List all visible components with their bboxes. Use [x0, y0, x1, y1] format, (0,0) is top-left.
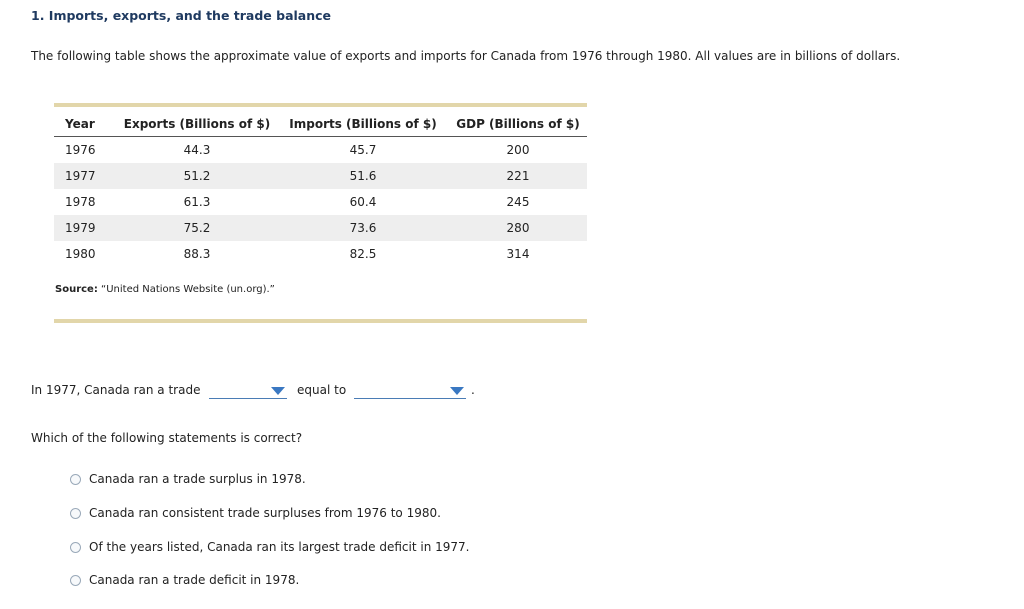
radio-button[interactable]	[70, 474, 81, 485]
table-row	[54, 241, 587, 267]
cell-gdp: 221	[449, 163, 587, 189]
table-source	[55, 284, 275, 295]
table-bottom-rule	[54, 319, 587, 323]
header-gdp: GDP (Billions of $)	[449, 112, 587, 137]
cell-imports: 82.5	[349, 247, 377, 261]
cell-year: 1980	[65, 247, 96, 261]
cell-exports: 61.3	[183, 195, 211, 209]
radio-button[interactable]	[70, 575, 81, 586]
chevron-down-icon	[450, 387, 464, 395]
table-header-row	[54, 112, 587, 137]
table-top-rule	[54, 103, 587, 107]
cell-gdp: 280	[449, 215, 587, 241]
cell-imports: 60.4	[349, 195, 377, 209]
option-label: Canada ran a trade deficit in 1978.	[89, 573, 300, 587]
cell-year: 1979	[54, 215, 117, 241]
cell-exports: 75.2	[117, 215, 277, 241]
header-imports: Imports (Billions of $)	[277, 112, 449, 137]
trade-balance-amount-dropdown[interactable]	[354, 383, 466, 399]
source-label: Source:	[55, 284, 98, 295]
option-label: Of the years listed, Canada ran its largest trade deficit in 1977.	[89, 540, 470, 554]
cell-imports: 45.7	[349, 143, 377, 157]
chevron-down-icon	[271, 387, 285, 395]
cell-gdp: 245	[506, 195, 530, 209]
header-year: Year	[54, 112, 117, 137]
option-3[interactable]	[70, 539, 469, 555]
header-exports: Exports (Billions of $)	[117, 112, 277, 137]
option-4[interactable]	[70, 572, 299, 588]
table-row	[54, 163, 587, 189]
intro-text: The following table shows the approximate value of exports and imports for Canada from 1976 through 1980. All values are in billions of dollars.	[31, 49, 901, 63]
table-row	[54, 189, 587, 215]
cell-exports: 88.3	[183, 247, 211, 261]
question1-suffix: .	[471, 383, 475, 397]
option-label: Canada ran a trade surplus in 1978.	[89, 472, 306, 486]
question1-prefix: In 1977, Canada ran a trade	[31, 383, 201, 397]
cell-gdp: 200	[506, 143, 530, 157]
trade-balance-type-dropdown[interactable]	[209, 383, 287, 399]
question1-middle: equal to	[297, 383, 347, 397]
cell-exports: 51.2	[117, 163, 277, 189]
question2-prompt: Which of the following statements is correct?	[31, 431, 303, 445]
cell-year: 1976	[65, 143, 96, 157]
cell-year: 1978	[65, 195, 96, 209]
source-text: “United Nations Website (un.org).”	[101, 284, 275, 295]
cell-imports: 73.6	[277, 215, 449, 241]
option-label: Canada ran consistent trade surpluses from 1976 to 1980.	[89, 506, 441, 520]
radio-button[interactable]	[70, 542, 81, 553]
cell-gdp: 314	[506, 247, 530, 261]
cell-exports: 44.3	[183, 143, 211, 157]
question-heading: 1. Imports, exports, and the trade balance	[31, 8, 332, 23]
trade-table	[54, 112, 587, 267]
option-1[interactable]	[70, 471, 306, 487]
table-row	[54, 137, 587, 164]
radio-button[interactable]	[70, 508, 81, 519]
cell-imports: 51.6	[277, 163, 449, 189]
table-row	[54, 215, 587, 241]
cell-year: 1977	[54, 163, 117, 189]
option-2[interactable]	[70, 505, 441, 521]
